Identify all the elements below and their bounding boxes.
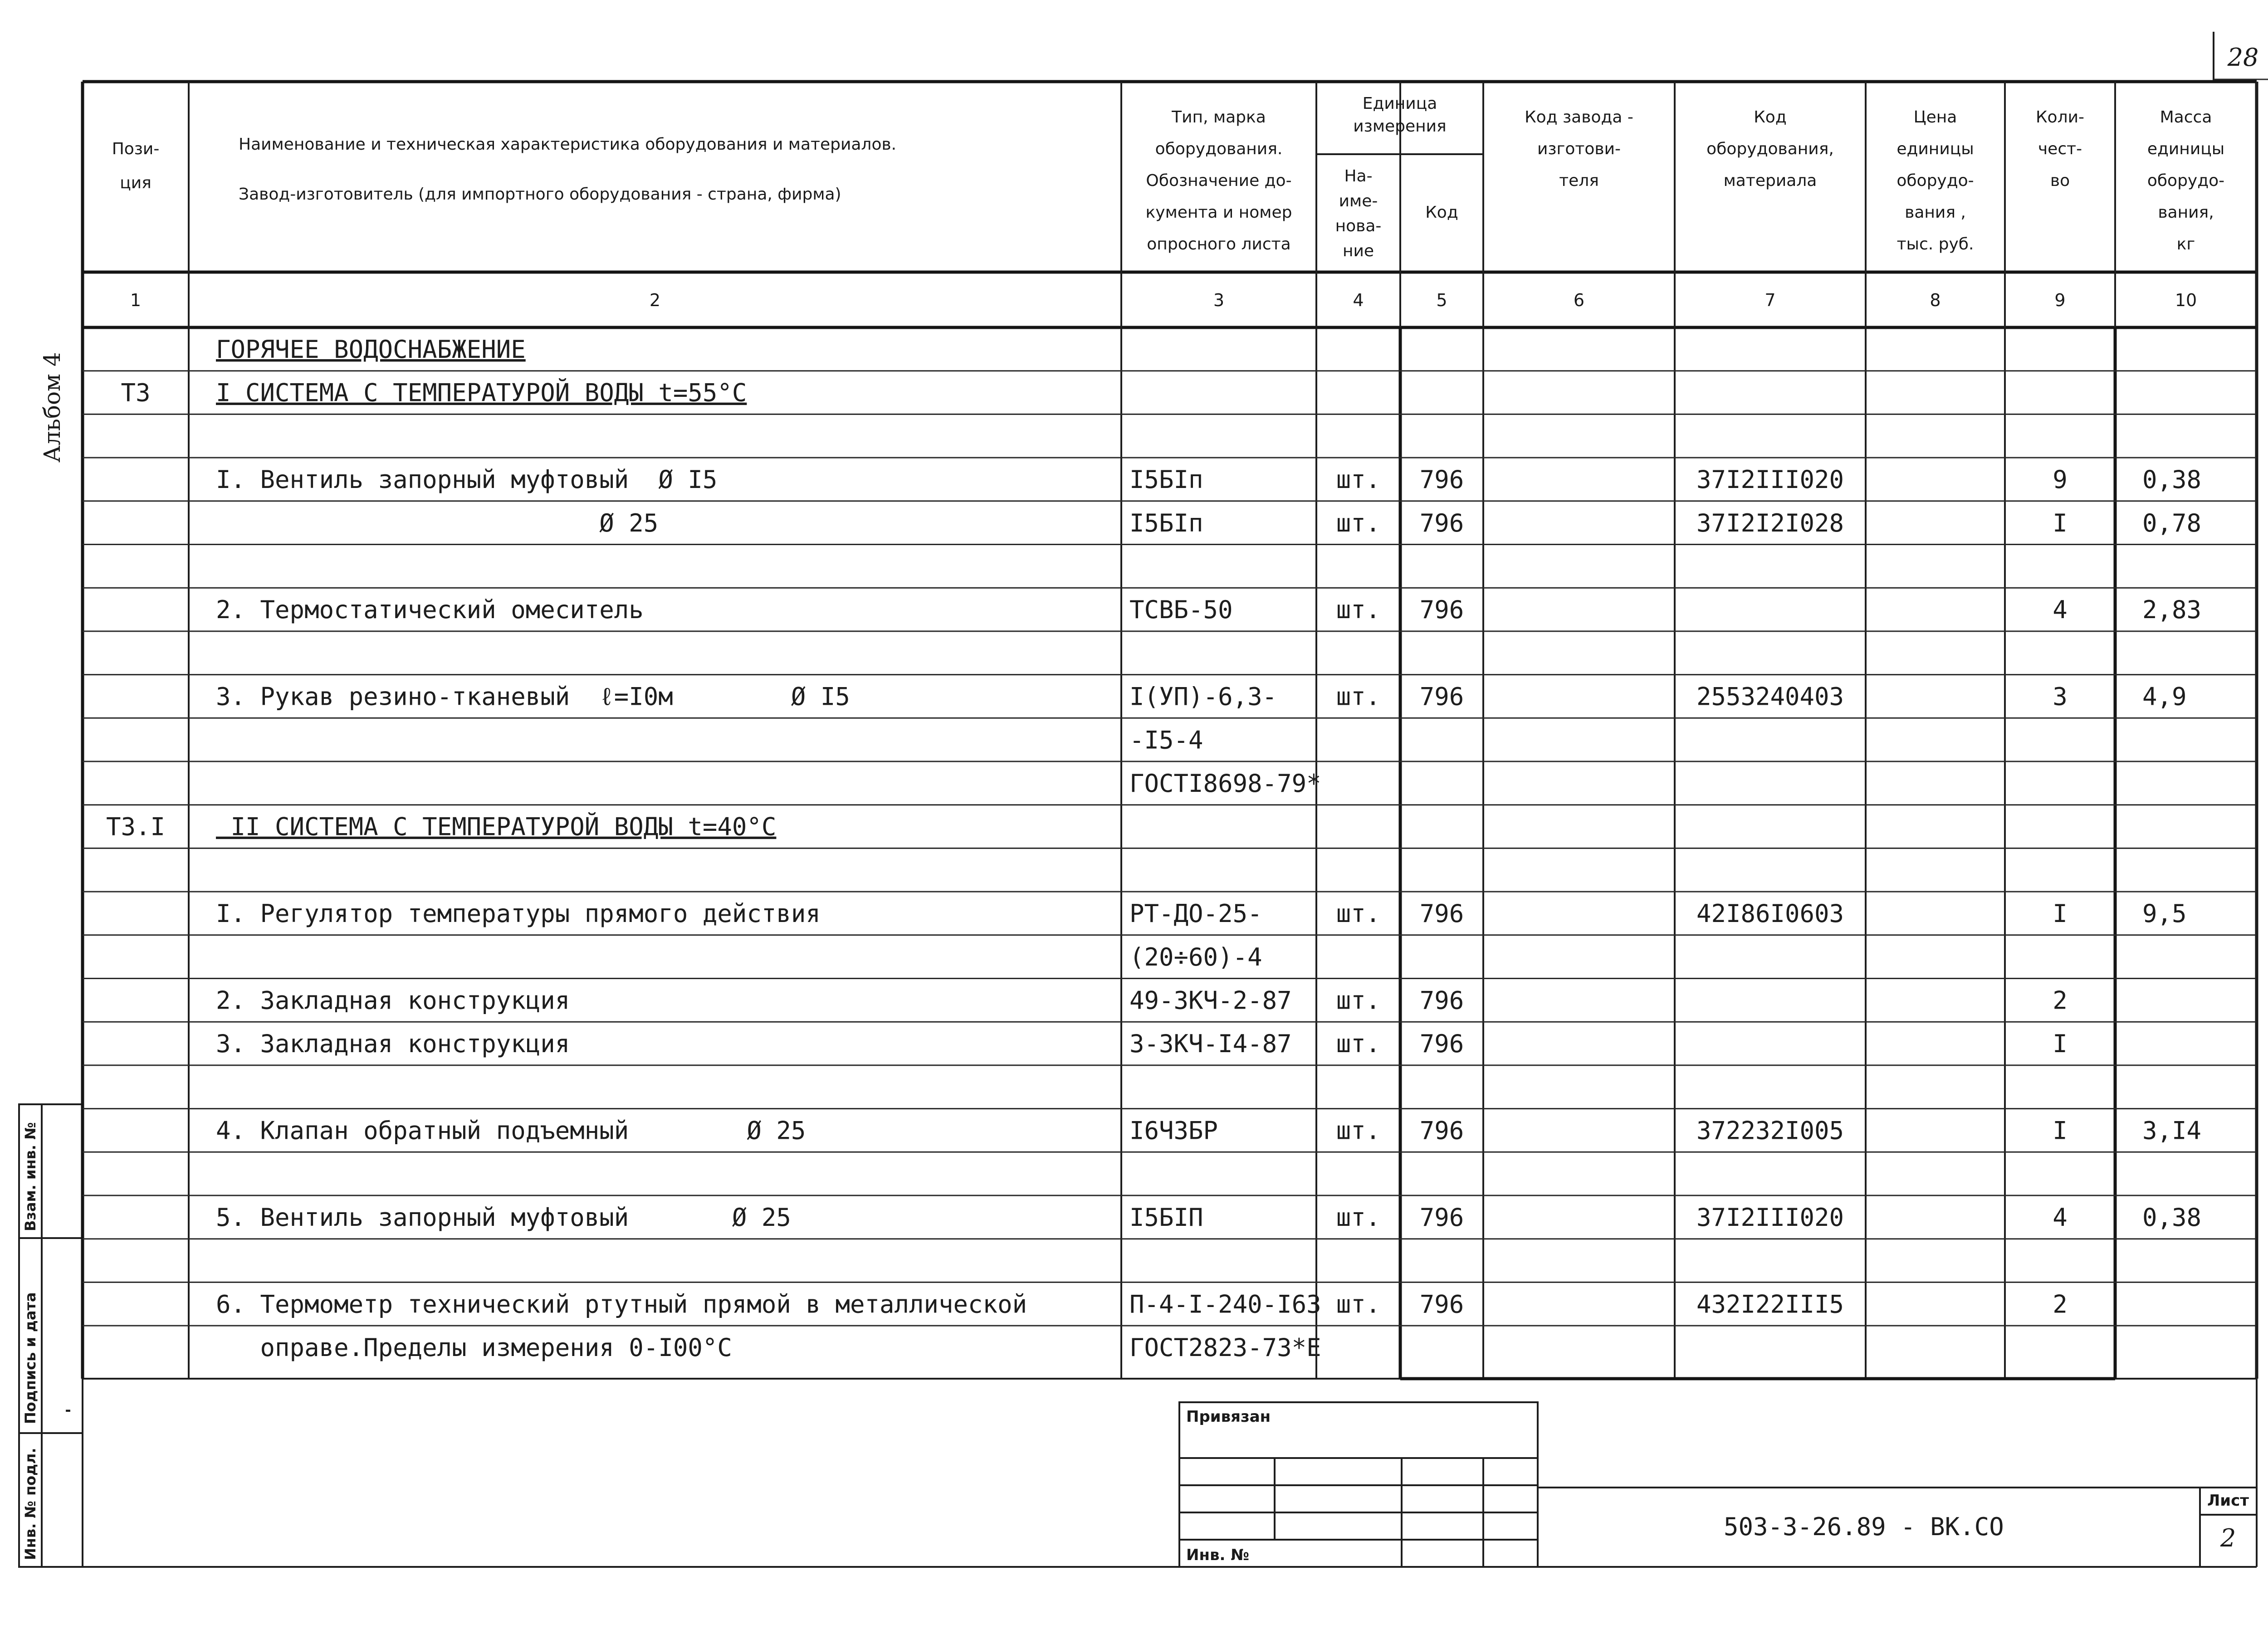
unit-code-cell: 796 — [1419, 508, 1464, 537]
mass-cell: 0,78 — [2142, 508, 2202, 537]
stamp-signature-date: Подпись и дата — [22, 1292, 39, 1424]
album-label: Альбом 4 — [39, 352, 65, 463]
column-header: чест- — [2038, 140, 2082, 158]
type-cell: I5БIп — [1129, 465, 1203, 494]
unit-cell: шт. — [1336, 1116, 1381, 1145]
equipment-code-cell: 2553240403 — [1696, 682, 1844, 711]
unit-cell: шт. — [1336, 1029, 1381, 1058]
quantity-cell: 4 — [2053, 1203, 2068, 1232]
unit-code-cell: 796 — [1419, 1116, 1464, 1145]
type-cell: I6Ч3БР — [1129, 1116, 1218, 1145]
mass-cell: 3,I4 — [2142, 1116, 2202, 1145]
column-number: 5 — [1436, 290, 1447, 310]
column-header: во — [2050, 171, 2070, 190]
column-header: Цена — [1913, 108, 1957, 127]
equipment-code-cell: 37I2III020 — [1696, 1203, 1844, 1232]
name-cell: 2. Термостатический омеситель — [216, 595, 644, 624]
column-number: 1 — [130, 290, 142, 310]
unit-code-cell: 796 — [1419, 1290, 1464, 1319]
column-header: Завод-изготовитель (для импортного оборудования - страна, фирма) — [239, 185, 841, 204]
column-number: 2 — [649, 290, 661, 310]
unit-cell: шт. — [1336, 682, 1381, 711]
column-header: вания, — [2158, 203, 2214, 222]
unit-code-cell: 796 — [1419, 682, 1464, 711]
column-header: Код — [1425, 203, 1458, 222]
unit-cell: шт. — [1336, 1203, 1381, 1232]
unit-cell: шт. — [1336, 595, 1381, 624]
quantity-cell: 3 — [2053, 682, 2068, 711]
unit-cell: шт. — [1336, 508, 1381, 537]
column-header: материала — [1723, 171, 1817, 190]
name-cell: 3. Рукав резино-тканевый ℓ=I0м Ø I5 — [216, 682, 850, 711]
column-number: 10 — [2175, 290, 2197, 310]
column-header: теля — [1559, 171, 1599, 190]
name-cell: 2. Закладная конструкция — [216, 986, 570, 1015]
quantity-cell: 2 — [2053, 1290, 2068, 1319]
quantity-cell: 4 — [2053, 595, 2068, 624]
unit-cell: шт. — [1336, 465, 1381, 494]
unit-code-cell: 796 — [1419, 1203, 1464, 1232]
column-header: Коли- — [2036, 108, 2084, 127]
column-header: Тип, марка — [1172, 108, 1266, 127]
column-header: На- — [1344, 167, 1373, 185]
spec-table — [83, 82, 2257, 1379]
position-cell: Т3 — [121, 378, 151, 407]
column-header: име- — [1339, 192, 1378, 210]
name-cell: I СИСТЕМА С ТЕМПЕРАТУРОЙ ВОДЫ t=55°С — [216, 378, 747, 407]
name-cell: 3. Закладная конструкция — [216, 1029, 570, 1058]
equipment-code-cell: 42I86I0603 — [1696, 899, 1844, 928]
column-header: опросного листа — [1147, 235, 1291, 254]
inv-label: Инв. № — [1186, 1546, 1250, 1564]
column-number: 9 — [2054, 290, 2066, 310]
name-cell: Ø 25 — [216, 508, 659, 537]
stamp-replace-inv: Взам. инв. № — [22, 1122, 39, 1231]
type-cell: ТСВБ-50 — [1129, 595, 1233, 624]
stamp-dash: - — [65, 1401, 71, 1419]
unit-code-cell: 796 — [1419, 1029, 1464, 1058]
name-cell: I. Вентиль запорный муфтовый Ø I5 — [216, 465, 718, 494]
document-code: 503-3-26.89 - ВК.СО — [1724, 1512, 2004, 1541]
column-header: единицы — [1897, 140, 1974, 158]
name-cell: ГОРЯЧЕЕ ВОДОСНАБЖЕНИЕ — [216, 335, 526, 364]
bound-label: Привязан — [1186, 1408, 1271, 1426]
mass-cell: 0,38 — [2142, 1203, 2202, 1232]
column-number: 6 — [1573, 290, 1585, 310]
column-header: ция — [120, 174, 152, 192]
column-header: Пози- — [112, 140, 160, 158]
position-cell: Т3.I — [106, 812, 166, 841]
unit-cell: шт. — [1336, 899, 1381, 928]
type-cell: РТ-ДО-25- — [1129, 899, 1262, 928]
quantity-cell: I — [2053, 899, 2068, 928]
unit-cell: шт. — [1336, 986, 1381, 1015]
equipment-code-cell: 37I2I2I028 — [1696, 508, 1844, 537]
column-header: тыс. руб. — [1897, 235, 1974, 254]
name-cell: I. Регулятор температуры прямого действия — [216, 899, 821, 928]
column-header: единицы — [2147, 140, 2225, 158]
quantity-cell: 9 — [2053, 465, 2068, 494]
name-cell: 6. Термометр технический ртутный прямой в металлической — [216, 1290, 1027, 1319]
equipment-code-cell: 432I22III5 — [1696, 1290, 1844, 1319]
name-cell: 4. Клапан обратный подъемный Ø 25 — [216, 1116, 806, 1145]
type-cell: 3-ЗКЧ-I4-87 — [1129, 1029, 1292, 1058]
name-cell: II СИСТЕМА С ТЕМПЕРАТУРОЙ ВОДЫ t=40°С — [216, 812, 777, 841]
mass-cell: 4,9 — [2142, 682, 2187, 711]
mass-cell: 9,5 — [2142, 899, 2187, 928]
quantity-cell: 2 — [2053, 986, 2068, 1015]
sheet-number: 2 — [2220, 1524, 2236, 1552]
column-header: Код завода - — [1525, 108, 1633, 127]
page-corner — [2214, 32, 2268, 82]
column-number: 7 — [1765, 290, 1776, 310]
column-header: оборудования. — [1155, 140, 1283, 158]
type-cell: ГОСТ2823-73*Е — [1129, 1333, 1321, 1362]
type-cell: ГОСТI8698-79* — [1129, 769, 1321, 798]
column-header: изготови- — [1537, 140, 1621, 158]
type-cell: П-4-I-240-I63 — [1129, 1290, 1321, 1319]
type-cell: (20÷60)-4 — [1129, 942, 1262, 971]
column-header: оборудо- — [2147, 171, 2225, 190]
name-cell: оправе.Пределы измерения 0-I00°С — [216, 1333, 732, 1362]
equipment-code-cell: 37I2III020 — [1696, 465, 1844, 494]
unit-code-cell: 796 — [1419, 465, 1464, 494]
unit-group-header: измерения — [1353, 117, 1447, 136]
type-cell: I(УП)-6,3- — [1129, 682, 1277, 711]
type-cell: I5БIп — [1129, 508, 1203, 537]
type-cell: -I5-4 — [1129, 726, 1203, 755]
side-stamp — [19, 1104, 83, 1567]
mass-cell: 2,83 — [2142, 595, 2202, 624]
column-header: Масса — [2160, 108, 2212, 127]
column-header: ние — [1342, 242, 1374, 260]
column-header: нова- — [1335, 217, 1382, 235]
column-number: 4 — [1353, 290, 1364, 310]
quantity-cell: I — [2053, 1029, 2068, 1058]
unit-code-cell: 796 — [1419, 986, 1464, 1015]
column-header: оборудо- — [1897, 171, 1974, 190]
name-cell: 5. Вентиль запорный муфтовый Ø 25 — [216, 1203, 791, 1232]
column-header: оборудования, — [1706, 140, 1834, 158]
column-header: Обозначение до- — [1146, 171, 1292, 190]
type-cell: I5БIП — [1129, 1203, 1203, 1232]
stamp-original-inv: Инв. № подл. — [22, 1448, 39, 1560]
quantity-cell: I — [2053, 508, 2068, 537]
column-header: вания , — [1905, 203, 1966, 222]
column-header: Код — [1754, 108, 1787, 127]
quantity-cell: I — [2053, 1116, 2068, 1145]
unit-cell: шт. — [1336, 1290, 1381, 1319]
column-number: 3 — [1213, 290, 1225, 310]
unit-code-cell: 796 — [1419, 595, 1464, 624]
mass-cell: 0,38 — [2142, 465, 2202, 494]
column-header: Наименование и техническая характеристика оборудования и материалов. — [239, 135, 897, 154]
page-number: 28 — [2227, 43, 2259, 72]
type-cell: 49-ЗКЧ-2-87 — [1129, 986, 1292, 1015]
sheet-label: Лист — [2207, 1492, 2249, 1510]
column-header: кумента и номер — [1145, 203, 1292, 222]
equipment-code-cell: 372232I005 — [1696, 1116, 1844, 1145]
unit-group-header: Единица — [1362, 94, 1437, 113]
unit-code-cell: 796 — [1419, 899, 1464, 928]
column-number: 8 — [1930, 290, 1941, 310]
column-header: кг — [2176, 235, 2195, 254]
